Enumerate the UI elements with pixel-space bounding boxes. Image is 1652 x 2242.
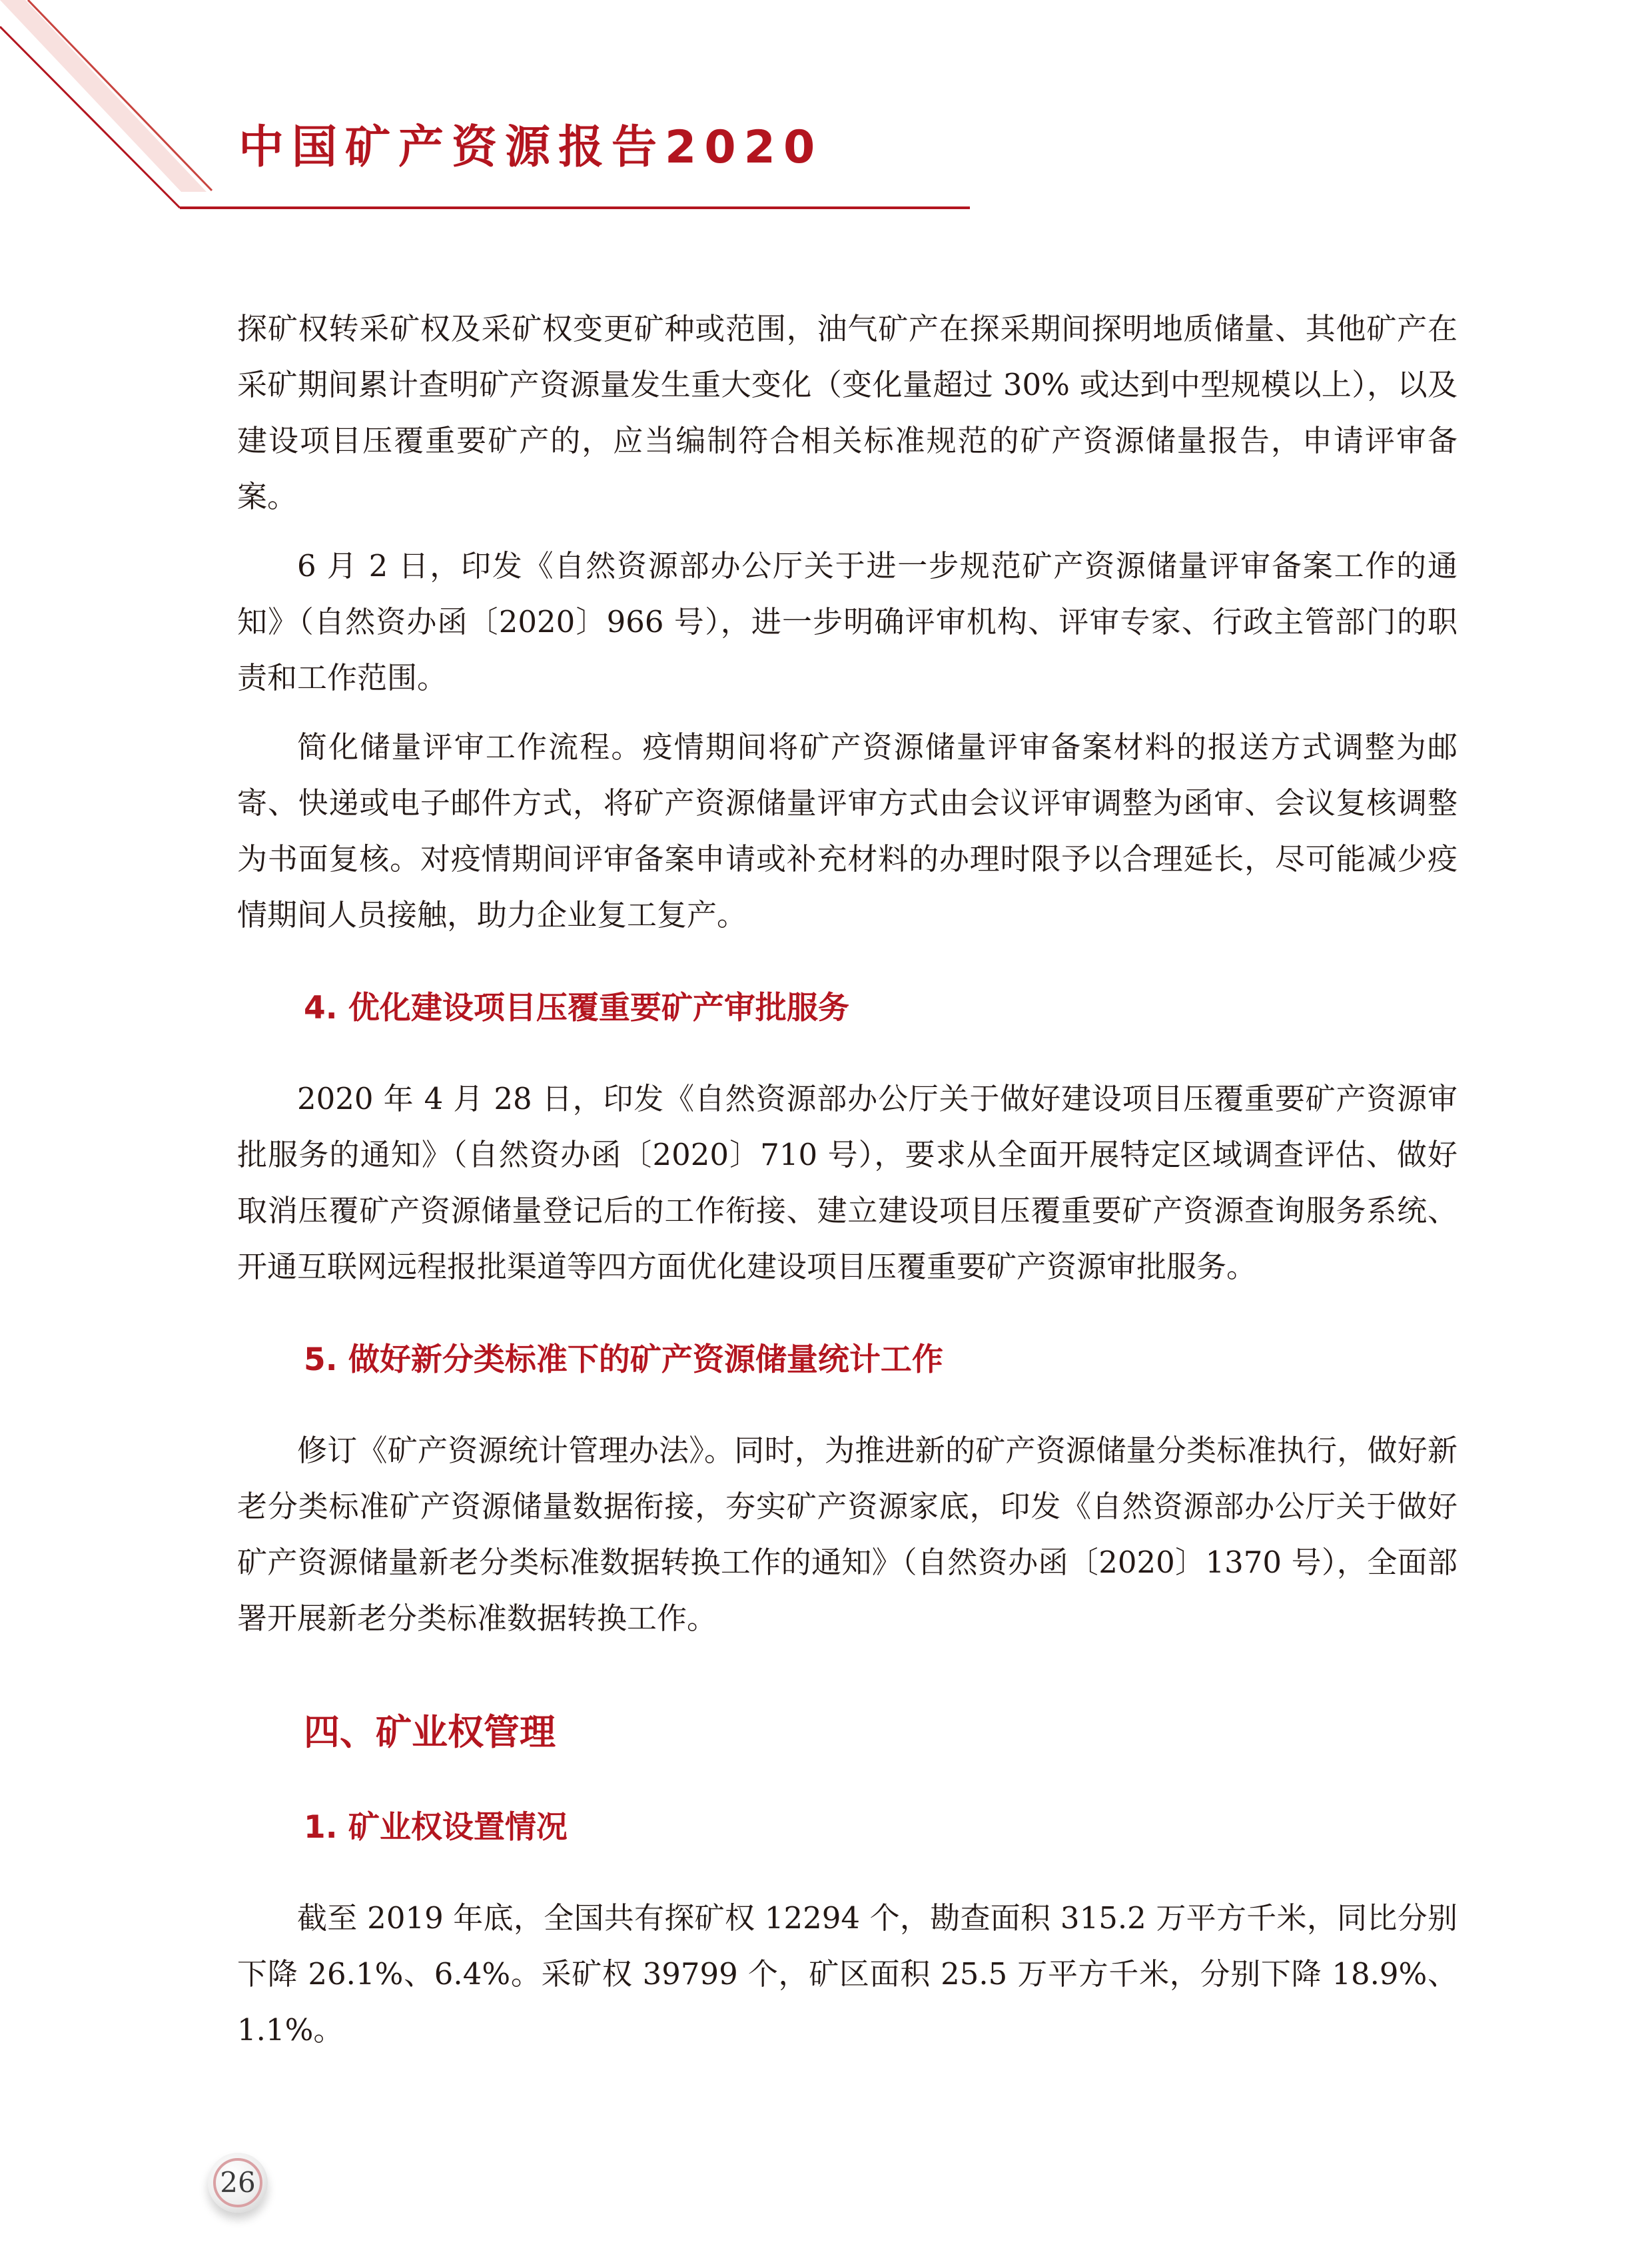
header-decoration [0,0,1652,226]
subheading-1: 1. 矿业权设置情况 [304,1809,568,1846]
main-content [237,301,1457,2071]
paragraph-mining-rights-stats: 截至 2019 年底，全国共有探矿权 12294 个，勘查面积 315.2 万平方千米，同比分别下降 26.1%、6.4%。采矿权 39799 个，矿区面积 25.5 万平方千米，分别下降 18.9%、1.1%。 [237,1900,1457,2048]
paragraph-simplify-review: 简化储量评审工作流程。疫情期间将矿产资源储量评审备案材料的报送方式调整为邮寄、快递或电子邮件方式，将矿产资源储量评审方式由会议评审调整为函审、会议复核调整为书面复核。对疫情期间评审备案申请或补充材料的办理时限予以合理延长，尽可能减少疫情期间人员接触，助力企业复工复产。 [237,729,1457,933]
paragraph-notice-710: 2020 年 4 月 28 日，印发《自然资源部办公厅关于做好建设项目压覆重要矿产资源审批服务的通知》（自然资办函〔2020〕710 号），要求从全面开展特定区域调查评估、做好取消压覆矿产资源储量登记后的工作衔接、建立建设项目压覆重要矿产资源查询服务系统、开通互联网远程报批渠道等四方面优化建设项目压覆重要矿产资源审批服务。 [237,1081,1457,1284]
running-header-title: 中国矿产资源报告2020 [238,121,823,174]
page-number-badge [208,2153,268,2213]
corner-line-inner [28,0,212,190]
subheading-4: 4. 优化建设项目压覆重要矿产审批服务 [304,990,849,1026]
corner-stripe [0,0,206,192]
subheading-5: 5. 做好新分类标准下的矿产资源储量统计工作 [304,1341,943,1378]
paragraph-continued: 探矿权转采矿权及采矿权变更矿种或范围，油气矿产在探采期间探明地质储量、其他矿产在采矿期间累计查明矿产资源量发生重大变化（变化量超过 30% 或达到中型规模以上），以及建设项目压覆重要矿产的，应当编制符合相关标准规范的矿产资源储量报告，申请评审备案。 [237,311,1457,514]
page-number: 26 [220,2166,256,2199]
paragraph-notice-966: 6 月 2 日，印发《自然资源部办公厅关于进一步规范矿产资源储量评审备案工作的通知》（自然资办函〔2020〕966 号），进一步明确评审机构、评审专家、行政主管部门的职责和工作范围。 [237,548,1457,695]
corner-line-outer [0,27,180,208]
paragraph-statistics: 修订《矿产资源统计管理办法》。同时，为推进新的矿产资源储量分类标准执行，做好新老分类标准矿产资源储量数据衔接，夯实矿产资源家底，印发《自然资源部办公厅关于做好矿产资源储量新老分类标准数据转换工作的通知》（自然资办函〔2020〕1370 号），全面部署开展新老分类标准数据转换工作。 [237,1433,1457,1636]
section-heading-mining-rights: 四、矿业权管理 [304,1711,556,1753]
